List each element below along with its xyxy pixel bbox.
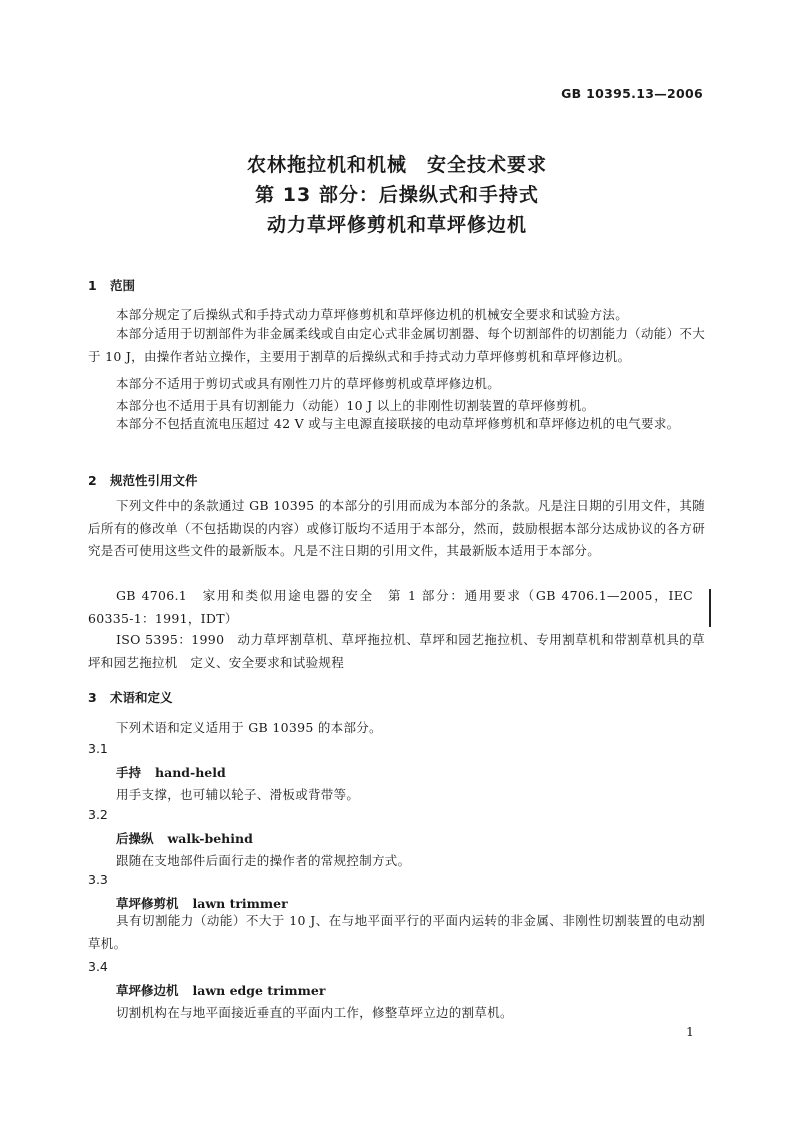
standard-number: GB 10395.13—2006	[561, 86, 703, 101]
paragraph: 本部分适用于切割部件为非金属柔线或自由定心式非金属切割器、每个切割部件的切割能力（动能）不大于 10 J，由操作者站立操作，主要用于割草的后操纵式和手持式动力草坪修剪机和草坪修边机。	[88, 326, 705, 364]
term-definition: 跟随在支地部件后面行走的操作者的常规控制方式。	[116, 853, 411, 868]
reference-item: ISO 5395：1990 动力草坪割草机、草坪拖拉机、草坪和园艺拖拉机、专用割草机和带割草机具的草坪和园艺拖拉机 定义、安全要求和试验规程	[88, 632, 705, 670]
clause-number: 3.3	[88, 872, 108, 887]
section-title: 术语和定义	[110, 690, 173, 705]
title-line-2: 第 13 部分：后操纵式和手持式	[255, 184, 539, 206]
term-definition: 用手支撑，也可辅以轮子、滑板或背带等。	[116, 787, 360, 802]
paragraph: 本部分不包括直流电压超过 42 V 或与主电源直接联接的电动草坪修剪机和草坪修边机的电气要求。	[116, 416, 680, 431]
term-en: lawn trimmer	[192, 896, 288, 911]
reference-item: GB 4706.1 家用和类似用途电器的安全 第 1 部分：通用要求（GB 4706.1—2005，IEC 60335-1：1991，IDT）	[88, 588, 693, 626]
section-title: 范围	[110, 278, 136, 293]
clause-number: 3.2	[88, 807, 108, 822]
paragraph: 下列术语和定义适用于 GB 10395 的本部分。	[116, 720, 382, 735]
section-2-heading	[88, 471, 198, 489]
term-en: hand-held	[155, 765, 226, 780]
term-zh: 草坪修剪机	[116, 896, 179, 911]
term-entry	[116, 763, 226, 781]
section-1-heading	[88, 276, 135, 294]
clause-number: 3.1	[88, 741, 108, 756]
clause-number: 3.4	[88, 959, 108, 974]
term-entry	[116, 981, 325, 999]
paragraph: 本部分规定了后操纵式和手持式动力草坪修剪机和草坪修边机的机械安全要求和试验方法。	[116, 307, 629, 322]
section-3-heading	[88, 688, 173, 706]
term-definition: 切割机构在与地平面接近垂直的平面内工作，修整草坪立边的割草机。	[116, 1005, 513, 1020]
term-definition: 具有切割能力（动能）不大于 10 J、在与地平面平行的平面内运转的非金属、非刚性切割装置的电动割草机。	[88, 913, 705, 951]
section-number: 2	[88, 473, 97, 488]
title-line-3: 动力草坪修剪机和草坪修边机	[266, 214, 527, 236]
term-en: walk-behind	[167, 831, 253, 846]
section-number: 1	[88, 278, 97, 293]
term-zh: 手持	[116, 765, 142, 780]
title-line-1: 农林拖拉机和机械 安全技术要求	[246, 154, 547, 176]
change-bar	[709, 589, 711, 627]
term-entry	[116, 829, 253, 847]
page-number: 1	[686, 1024, 694, 1039]
section-number: 3	[88, 690, 97, 705]
section-title: 规范性引用文件	[110, 473, 198, 488]
paragraph: 本部分不适用于剪切式或具有刚性刀片的草坪修剪机或草坪修边机。	[116, 376, 501, 391]
paragraph: 下列文件中的条款通过 GB 10395 的本部分的引用而成为本部分的条款。凡是注日期的引用文件，其随后所有的修改单（不包括勘误的内容）或修订版均不适用于本部分，然而，鼓励根据本部分达成协议的各方研究是否可使用这些文件的最新版本。凡是不注日期的引用文件，其最新版本适用于本部分。	[88, 498, 705, 558]
term-zh: 草坪修边机	[116, 983, 179, 998]
term-zh: 后操纵	[116, 831, 154, 846]
term-en: lawn edge trimmer	[192, 983, 326, 998]
paragraph: 本部分也不适用于具有切割能力（动能）10 J 以上的非刚性切割装置的草坪修剪机。	[116, 398, 595, 413]
